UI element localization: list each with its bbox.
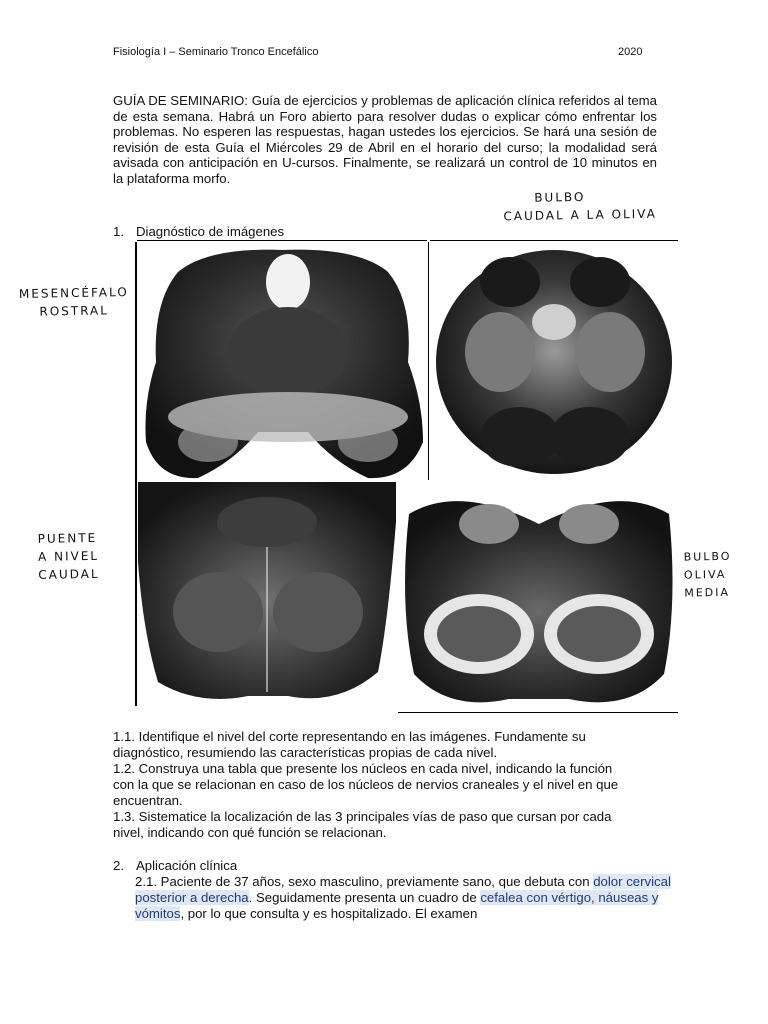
handwritten-line: PUENTE bbox=[37, 530, 98, 546]
case-text: 2.1. Paciente de 37 años, sexo masculino, previamente sano, que debuta con bbox=[135, 874, 594, 889]
page-header-year: 2020 bbox=[618, 46, 643, 58]
figure-left-rule bbox=[135, 242, 137, 706]
question-1-2: 1.2. Construya una tabla que presente los núcleos en cada nivel, indicando la función con la que se relacionan en caso de los núcleos de nervios craneales y el nivel en que encuentran. bbox=[113, 761, 619, 808]
brainstem-section-mesencefalo-image bbox=[138, 242, 426, 480]
case-text: . Seguidamente presenta un cuadro de bbox=[248, 890, 481, 905]
figure-bottom-rule-right bbox=[398, 712, 678, 713]
questions-list bbox=[113, 729, 633, 841]
handwritten-label-mesencefalo bbox=[12, 283, 137, 321]
brainstem-section-bulbo-caudal-image bbox=[430, 242, 678, 480]
intro-paragraph: GUÍA DE SEMINARIO: Guía de ejercicios y problemas de aplicación clínica referidos al tema de esta semana. Habrá un Foro abierto para resolver dudas o explicar cómo enfrentar los problemas. No esperen las respuestas, hagan ustedes los ejercicios. Se hará una sesión de revisión de esta Guía el Miércoles 29 de Abril en el horario del curso; la modalidad será avisada con anticipación en U-cursos. Finalmente, se realizará un control de 10 minutos en la plataforma morfo. bbox=[113, 93, 657, 186]
section-2-title: Aplicación clínica bbox=[136, 858, 238, 873]
handwritten-label-bulbo-caudal bbox=[480, 186, 681, 225]
brainstem-section-bulbo-oliva-media-image bbox=[399, 484, 678, 712]
handwritten-line: CAUDAL A LA OLIVA bbox=[503, 206, 657, 224]
figure-top-rule-right bbox=[430, 240, 678, 241]
question-1-1: 1.1. Identifique el nivel del corte representando en las imágenes. Fundamente su diagnóstico, resumiendo las características propias de cada nivel. bbox=[113, 729, 586, 760]
figure-mid-rule bbox=[428, 242, 429, 480]
section-2-number: 2. bbox=[113, 858, 124, 873]
handwritten-line: MESENCÉFALO bbox=[18, 285, 129, 301]
section-2-heading bbox=[113, 858, 673, 874]
handwritten-line: MEDIA bbox=[684, 585, 731, 600]
handwritten-line: ROSTRAL bbox=[39, 303, 110, 319]
handwritten-line: CAUDAL bbox=[38, 566, 100, 582]
brainstem-section-puente-image bbox=[138, 482, 396, 706]
highlight-cefalea: cefalea con vértigo, náuseas y vómitos bbox=[135, 890, 659, 921]
clinical-case-paragraph bbox=[113, 874, 673, 922]
handwritten-line: A NIVEL bbox=[37, 548, 100, 564]
handwritten-line: BULBO bbox=[683, 549, 732, 564]
question-1-3: 1.3. Sistematice la localización de las 3 principales vías de paso que cursan por cada nivel, indicando con qué función se relacionan. bbox=[113, 809, 612, 840]
handwritten-line: OLIVA bbox=[683, 567, 727, 582]
section-1-heading bbox=[113, 224, 284, 239]
figure-top-rule bbox=[137, 240, 427, 241]
handwritten-line: BULBO bbox=[534, 189, 586, 205]
case-text: , por lo que consulta y es hospitalizado. El examen bbox=[180, 906, 478, 921]
section-1-title: Diagnóstico de imágenes bbox=[136, 224, 285, 239]
section-1-number: 1. bbox=[113, 224, 124, 239]
handwritten-label-puente bbox=[38, 528, 139, 584]
handwritten-label-bulbo-media bbox=[684, 547, 755, 602]
page-header-title: Fisiología I – Seminario Tronco Encefálico bbox=[113, 46, 319, 58]
section-2 bbox=[113, 858, 673, 922]
highlight-dolor-cervical: dolor cervical posterior a derecha bbox=[135, 874, 671, 905]
